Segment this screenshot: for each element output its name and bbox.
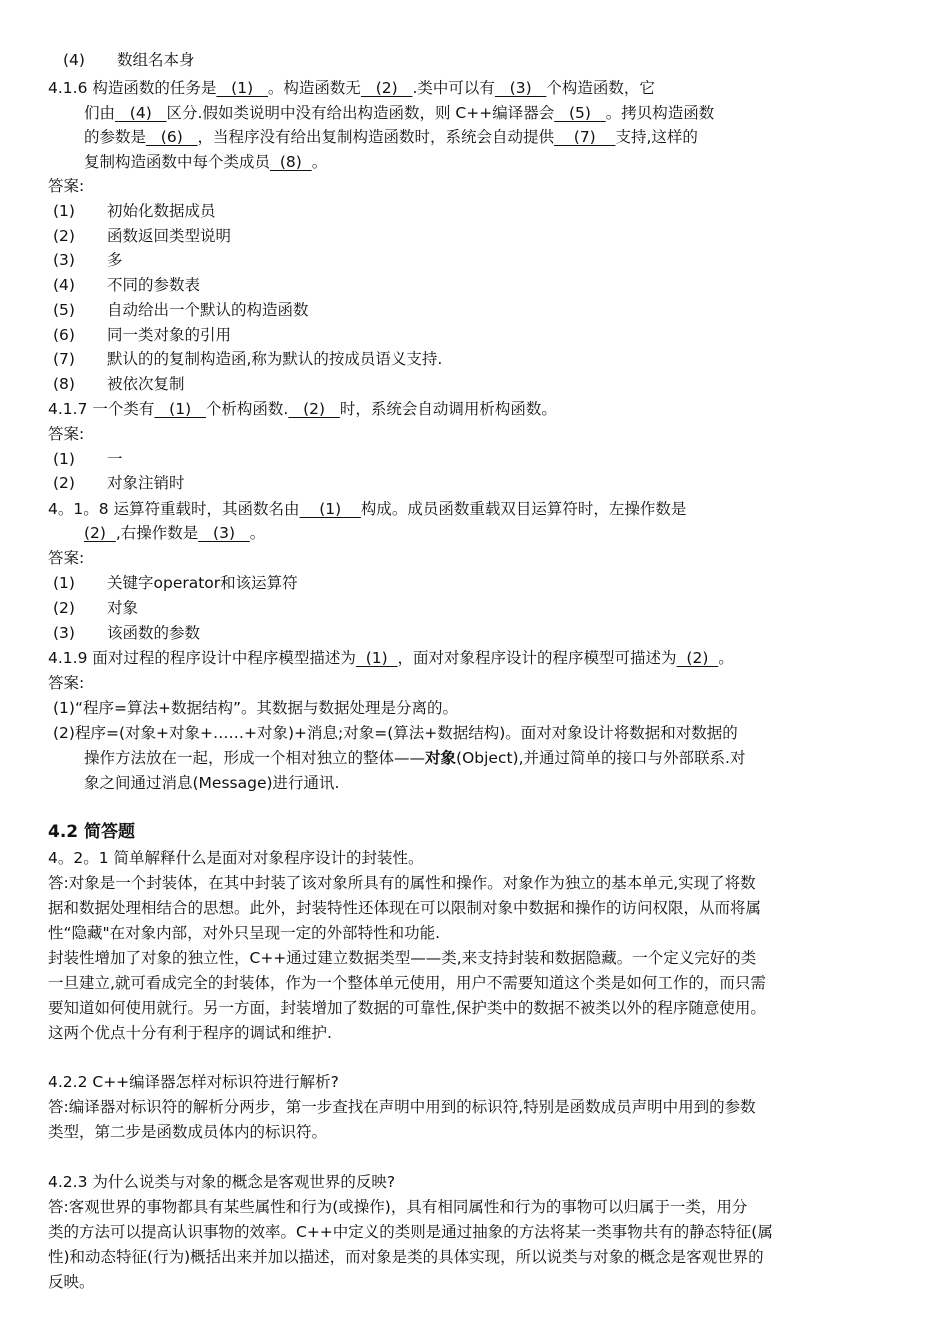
paragraph-line: 一旦建立,就可看成完全的封装体，作为一个整体单元使用，用户不需要知道这个类是如何工作的，而只需	[48, 974, 766, 992]
blank: (8)	[270, 153, 312, 171]
paragraph-line: 答:客观世界的事物都具有某些属性和行为(或操作)，具有相同属性和行为的事物可以归属于一类，用分	[48, 1198, 748, 1216]
answer-label: 答案:	[48, 177, 85, 195]
answer-label: 答案:	[48, 674, 85, 692]
question-4-1-9-line1: 4.1.9 面对过程的程序设计中程序模型描述为 (1) ，面对对象程序设计的程序模型可描述为 (2) 。	[48, 649, 734, 667]
question-4-1-6-line2: 们由 (4) 区分.假如类说明中没有给出构造函数，则 C++编译器会 (5) 。拷贝构造函数	[84, 104, 715, 122]
paragraph-line: 据和数据处理相结合的思想。此外，封装特性还体现在可以限制对象中数据和操作的访问权限，从而将属	[48, 899, 762, 917]
paragraph-line: 封装性增加了对象的独立性，C++通过建立数据类型——类,来支持封装和数据隐藏。一个定义完好的类	[48, 949, 757, 967]
blank: (1)	[299, 500, 361, 518]
blank: (6)	[146, 128, 198, 146]
blank: (3)	[494, 79, 547, 97]
question-4-1-8-line2: (2) ,右操作数是 (3) 。	[84, 524, 266, 542]
blank: (2)	[288, 400, 340, 418]
answer-item: (1) 一	[53, 450, 123, 468]
paragraph-line: 这两个优点十分有利于程序的调试和维护.	[48, 1024, 332, 1042]
blank: (1)	[154, 400, 206, 418]
blank: (2)	[360, 79, 413, 97]
answer-item: (1)“程序=算法+数据结构”。其数据与数据处理是分离的。	[53, 699, 458, 717]
question-title: 4.2.2 C++编译器怎样对标识符进行解析?	[48, 1073, 339, 1091]
question-4-1-6-line1: 4.1.6 构造函数的任务是 (1) 。构造函数无 (2) .类中可以有 (3) 个构造函数，它	[48, 79, 655, 97]
paragraph-line: 类的方法可以提高认识事物的效率。C++中定义的类则是通过抽象的方法将某一类事物共有的静态特征(属	[48, 1223, 773, 1241]
paragraph-line: 性“隐藏"在对象内部，对外只呈现一定的外部特性和功能.	[48, 924, 441, 942]
answer-item: (6) 同一类对象的引用	[53, 326, 232, 344]
section-heading: 4.2 简答题	[48, 822, 136, 842]
answer-item: (4) 不同的参数表	[53, 276, 201, 294]
paragraph-line: 答:编译器对标识符的解析分两步，第一步查找在声明中用到的标识符,特别是函数成员声明中用到的参数	[48, 1098, 756, 1116]
blank: (1)	[216, 79, 268, 97]
paragraph-line: 答:对象是一个封装体，在其中封装了该对象所具有的属性和操作。对象作为独立的基本单元,实现了将数	[48, 874, 756, 892]
answer-item-continued: 操作方法放在一起，形成一个相对独立的整体——对象(Object),并通过简单的接口与外部联系.对	[84, 749, 746, 767]
paragraph-line: 要知道如何使用就行。另一方面，封装增加了数据的可靠性,保护类中的数据不被类以外的程序随意使用。	[48, 999, 766, 1017]
answer-item: (2) 函数返回类型说明	[53, 227, 232, 245]
blank: (2)	[676, 649, 719, 667]
question-title: 4。2。1 简单解释什么是面对对象程序设计的封装性。	[48, 849, 424, 867]
answer-item: (1) 初始化数据成员	[53, 202, 216, 220]
question-4-1-6-line3: 的参数是 (6) ，当程序没有给出复制构造函数时，系统会自动提供 (7) 支持,这样的	[84, 128, 698, 146]
bold-term: 对象	[425, 749, 457, 767]
answer-label: 答案:	[48, 549, 85, 567]
blank: (4)	[115, 104, 167, 122]
answer-item: (3) 该函数的参数	[53, 624, 201, 642]
paragraph-line: 性)和动态特征(行为)概括出来并加以描述，而对象是类的具体实现，所以说类与对象的概念是客观世界的	[48, 1248, 764, 1266]
question-4-1-8-line1: 4。1。8 运算符重载时，其函数名由 (1) 构成。成员函数重载双目运算符时，左操作数是	[48, 500, 687, 518]
answer-item: (1) 关键字operator和该运算符	[53, 574, 298, 592]
answer-item: (3) 多	[53, 251, 123, 269]
paragraph-line: 类型，第二步是函数成员体内的标识符。	[48, 1123, 328, 1141]
answer-item: (8) 被依次复制	[53, 375, 185, 393]
answer-item: (7) 默认的的复制构造函,称为默认的按成员语义支持.	[53, 350, 443, 368]
blank: (2)	[84, 524, 116, 542]
answer-item: (2)程序=(对象+对象+……+对象)+消息;对象=(算法+数据结构)。面对对象设计将数据和对数据的	[53, 724, 738, 742]
blank: (7)	[554, 128, 616, 146]
answer-item: (5) 自动给出一个默认的构造函数	[53, 301, 309, 319]
list-item: (4) 数组名本身	[63, 51, 195, 69]
blank: (3)	[198, 524, 250, 542]
answer-item: (2) 对象	[53, 599, 139, 617]
blank: (1)	[355, 649, 398, 667]
question-4-1-6-line4: 复制构造函数中每个类成员 (8) 。	[84, 153, 328, 171]
answer-item: (2) 对象注销时	[53, 474, 185, 492]
answer-item-continued: 象之间通过消息(Message)进行通讯.	[84, 774, 340, 792]
question-title: 4.2.3 为什么说类与对象的概念是客观世界的反映?	[48, 1173, 396, 1191]
blank: (5)	[554, 104, 606, 122]
answer-label: 答案:	[48, 425, 85, 443]
question-4-1-7-line1: 4.1.7 一个类有 (1) 个析构函数. (2) 时，系统会自动调用析构函数。	[48, 400, 557, 418]
paragraph-line: 反映。	[48, 1273, 95, 1291]
